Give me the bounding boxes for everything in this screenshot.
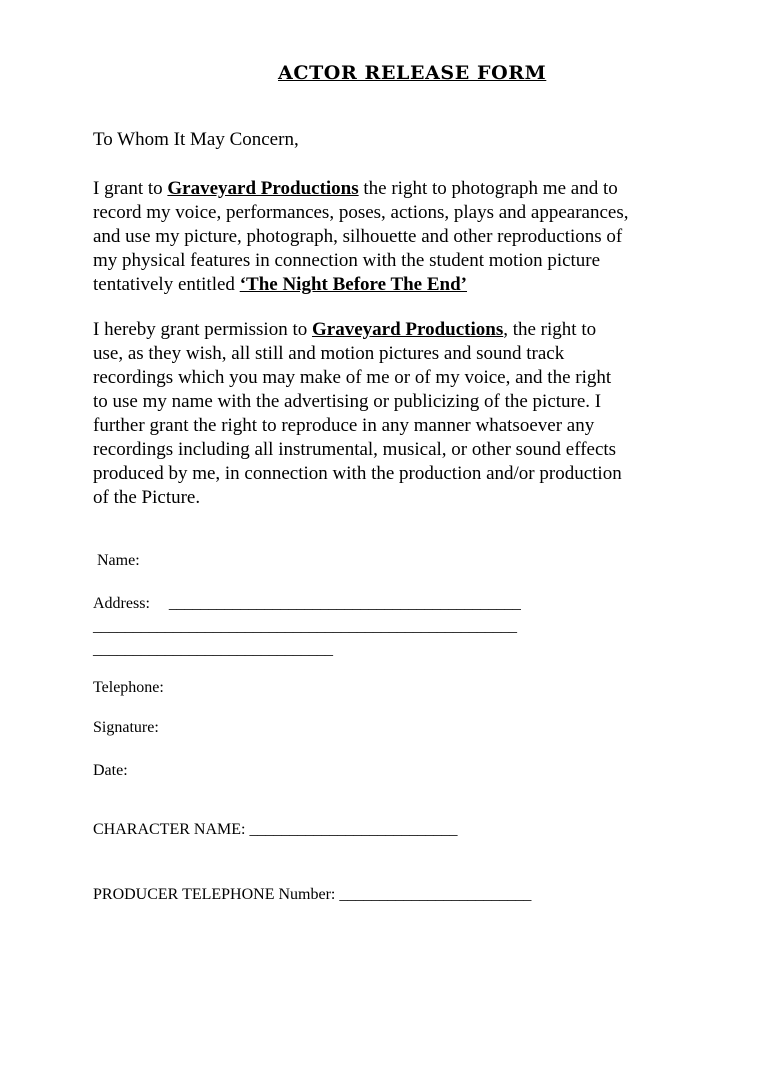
permission-line-1-rest: , the right to <box>503 319 597 340</box>
signature-field[interactable] <box>93 718 159 738</box>
character-name-field[interactable] <box>93 820 457 840</box>
grant-line-2: record my voice, performances, poses, actions, plays and appearances, <box>93 202 629 223</box>
permission-line-8: of the Picture. <box>93 487 201 508</box>
producer-telephone-blank[interactable]: ________________________ <box>339 886 532 903</box>
grant-line-5-text: tentatively entitled <box>93 274 240 295</box>
grant-paragraph <box>93 177 693 297</box>
grant-line-5 <box>93 273 693 297</box>
permission-paragraph <box>93 318 693 510</box>
company-name: Graveyard Productions <box>167 178 359 199</box>
permission-line-5: further grant the right to reproduce in any manner whatsoever any <box>93 415 595 436</box>
grant-line-4: my physical features in connection with the student motion picture <box>93 250 601 271</box>
form-title: ACTOR RELEASE FORM <box>278 62 547 84</box>
address-blank-1[interactable]: ____________________________________________ <box>168 595 521 612</box>
signature-label: Signature: <box>93 719 159 736</box>
permission-line-4: to use my name with the advertising or publicizing of the picture. I <box>93 391 602 412</box>
address-field[interactable] <box>93 594 521 614</box>
address-blank-3[interactable]: ______________________________ <box>93 641 333 658</box>
grant-line-1-rest: the right to photograph me and to <box>358 178 618 199</box>
permission-line-1 <box>93 318 693 342</box>
producer-telephone-field[interactable] <box>93 885 531 905</box>
permission-line-3: recordings which you may make of me or of my voice, and the right <box>93 367 612 388</box>
permission-line-7: produced by me, in connection with the production and/or production <box>93 463 622 484</box>
name-label: Name: <box>97 552 140 569</box>
salutation: To Whom It May Concern, <box>93 129 299 150</box>
character-name-label: CHARACTER NAME: <box>93 821 246 838</box>
date-label: Date: <box>93 762 128 779</box>
permission-line-1-text: I hereby grant permission to <box>93 319 312 340</box>
grant-line-1 <box>93 177 693 201</box>
telephone-label: Telephone: <box>93 679 164 696</box>
grant-line-3: and use my picture, photograph, silhouette and other reproductions of <box>93 226 623 247</box>
company-name-2: Graveyard Productions <box>311 319 504 340</box>
character-name-blank[interactable]: __________________________ <box>249 821 458 838</box>
grant-line-1-text: I grant to <box>93 178 168 199</box>
name-field[interactable] <box>97 551 140 571</box>
date-field[interactable] <box>93 761 128 781</box>
address-blank-2[interactable]: _____________________________________________________ <box>93 618 517 635</box>
producer-telephone-label: PRODUCER TELEPHONE Number: <box>93 886 336 903</box>
telephone-field[interactable] <box>93 678 164 698</box>
permission-line-2: use, as they wish, all still and motion pictures and sound track <box>93 343 565 364</box>
film-title: ‘The Night Before The End’ <box>239 274 468 295</box>
address-label: Address: <box>93 595 150 612</box>
permission-line-6: recordings including all instrumental, musical, or other sound effects <box>93 439 617 460</box>
